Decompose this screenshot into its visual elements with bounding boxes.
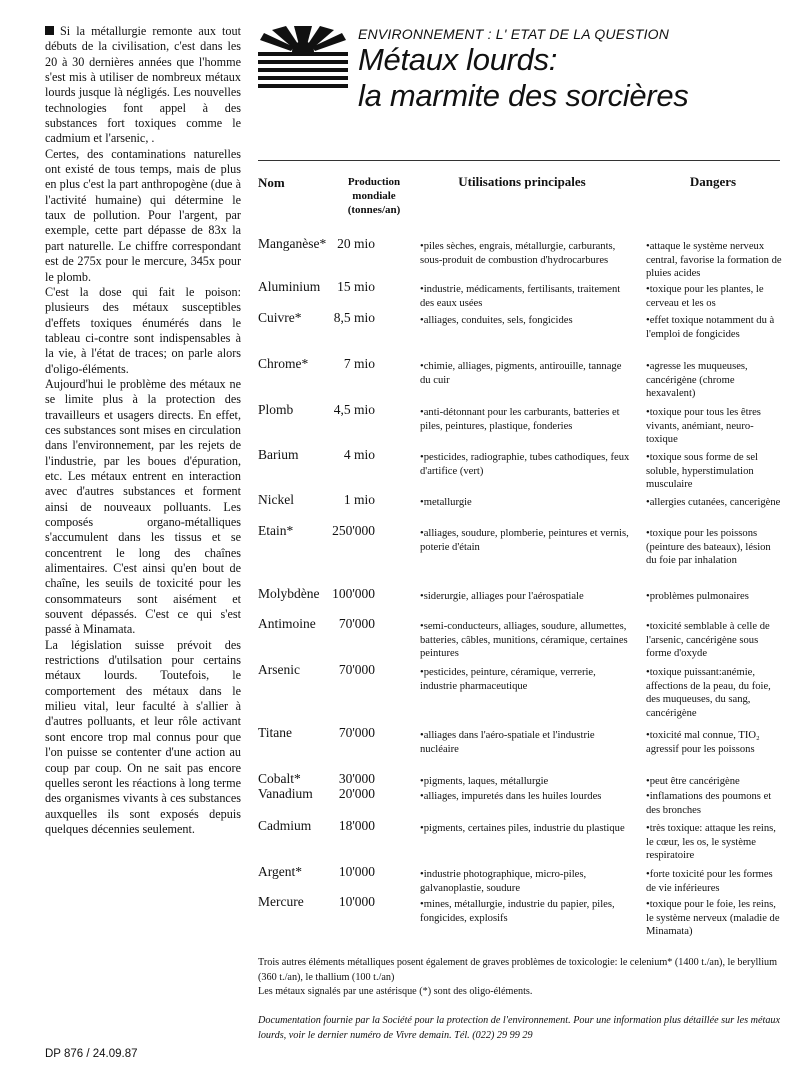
dangers-cell: •effet toxique notamment du à l'emploi de fongicides: [646, 315, 775, 340]
dangers-cell: •toxicité mal connue, TIO₂ agressif pour les poissons: [646, 730, 760, 755]
uses-cell: •anti-détonnant pour les carburants, batteries et piles, peintures, plastique, fonderies: [420, 407, 620, 432]
production-value: 4,5 mio: [333, 402, 375, 417]
metal-name: Chrome*: [258, 356, 309, 371]
column-header-nom: Nom: [258, 175, 285, 190]
uses-cell: •pesticides, peinture, céramique, verrerie, industrie pharmaceutique: [420, 667, 596, 692]
production-value: 30'000: [338, 771, 375, 786]
uses-cell: •alliages, conduites, sels, fongicides: [420, 315, 573, 326]
metal-name: Cobalt*: [258, 771, 301, 786]
uses-cell: •siderurgie, alliages pour l'aérospatiale: [420, 591, 584, 602]
production-value: 20'000: [338, 786, 375, 801]
dangers-cell: •toxique pour le foie, les reins, le système nerveux (maladie de Minamata): [646, 899, 780, 938]
uses-cell: •semi-conducteurs, alliages, soudure, allumettes, batteries, câbles, munitions, céramique, certaines peintures: [420, 621, 628, 660]
uses-cell: •industrie, médicaments, fertilisants, traitement des eaux usées: [420, 284, 621, 309]
dangers-cell: •allergies cutanées, cancerigène: [646, 497, 781, 508]
metal-name: Antimoine: [258, 616, 316, 631]
footer-issue-date: DP 876 / 24.09.87: [45, 1048, 138, 1060]
column-header-dangers: Dangers: [689, 174, 737, 189]
production-value: 15 mio: [337, 279, 375, 294]
production-value: 70'000: [338, 725, 375, 740]
metal-name: Arsenic: [258, 662, 300, 677]
dangers-cell: •toxicité semblable à celle de l'arsenic, cancérigène sous forme d'oxyde: [646, 621, 770, 660]
uses-cell: •pigments, laques, métallurgie: [420, 776, 549, 787]
metal-name: Aluminium: [258, 279, 321, 294]
metal-name: Vanadium: [258, 786, 313, 801]
metal-name: Molybdène: [258, 586, 320, 601]
note-other-elements: Trois autres éléments métalliques posent également de graves problèmes de toxicologie: le celenium* (1400 t./an), le beryllium (360 t./an), le thallium (100 t./an): [258, 957, 778, 983]
production-value: 70'000: [338, 662, 375, 677]
production-value: 8,5 mio: [333, 310, 375, 325]
metal-name: Titane: [258, 725, 293, 740]
uses-cell: •metallurgie: [420, 497, 472, 508]
metal-name: Plomb: [258, 402, 294, 417]
uses-cell: •piles sèches, engrais, métallurgie, carburants, sous-produit de combustion d'hydrocarbures: [420, 241, 616, 266]
dangers-cell: •toxique pour tous les êtres vivants, anémiant, neuro-toxique: [646, 407, 761, 446]
dangers-cell: •forte toxicité pour les formes de vie inférieures: [646, 869, 773, 894]
page-title-line-2: la marmite des sorcières: [358, 78, 689, 113]
production-value: 20 mio: [337, 236, 375, 251]
uses-cell: •chimie, alliages, pigments, antirouille, tannage du cuir: [420, 361, 622, 386]
metal-name: Cadmium: [258, 818, 312, 833]
metal-name: Cuivre*: [258, 310, 302, 325]
article-text-column: [45, 24, 241, 837]
dangers-cell: •peut être cancérigène: [646, 776, 740, 787]
metal-name: Etain*: [258, 523, 294, 538]
page-title: [358, 42, 688, 114]
dangers-cell: •toxique puissant:anémie, affections de la peau, du foie, des muqueuses, du sang, cancérigène: [646, 667, 771, 719]
metal-name: Argent*: [258, 864, 302, 879]
article-paragraph-2: Certes, des contaminations naturelles ont existé de tous temps, mais de plus en plus c'est la part anthropogène (due à l'activité humaine) qui détermine le taux de pollution. Pour l'argent, par exemple, cette part dépasse de 83x la part naturelle. Le chiffre correspondant est de 275x pour le mercure, 345x pour le plomb.: [45, 146, 241, 284]
article-paragraph-5: La législation suisse prévoit des restrictions d'utilsation pour certains métaux lourds. Toutefois, le comportement des métaux dans le milieu vital, leur faculté à s'allier à d'autres polluants, et leur rôle activant sont encore trop mal connus pour que l'on puisse se contenter d'une action au coup par coup. On ne sait pas encore quelles seront les réactions à long terme des organismes vivants à ces substances auxquelles ils sont exposés depuis quelques décennies seulement.: [45, 637, 241, 836]
article-paragraph-4: Aujourd'hui le problème des métaux ne se limite plus à la protection des travailleurs et usagers directs. En effet, ces substances sont mises en circulation dans l'environnement, par les rejets de l'industrie, par les boues d'épuration, etc. Les métaux entrent en interaction avec d'autres substances et forment ainsi de nouveaux polluants. Les composés organo-métalliques s'accumulent dans les tissus et se concentrent le long des chaînes alimentaires. C'est ainsi qu'en bout de chaîne, les seuils de toxicité pour les consommateurs sont aisément et souvent dépassés. C'est ce qui s'est passé à Minamata.: [45, 376, 241, 637]
column-header-production: [336, 175, 412, 217]
article-paragraph-1-text: Si la métallurgie remonte aux tout débuts de la civilisation, c'est dans les 20 à 30 dernières années que l'homme s'est mis à utiliser de nombreux métaux lourds jusque là négligés. Les nouvelles technologies font appel à des substances fort toxiques comme le cadmium et l'arsenic, .: [45, 24, 241, 146]
article-paragraph-1: [45, 24, 241, 147]
dangers-cell: •attaque le système nerveux central, favorise la formation de pluies acides: [646, 241, 782, 280]
uses-cell: •alliages, impuretés dans les huiles lourdes: [420, 791, 602, 802]
dangers-cell: •inflamations des poumons et des bronches: [646, 791, 772, 816]
uses-cell: •alliages dans l'aéro-spatiale et l'industrie nucléaire: [420, 730, 595, 755]
uses-cell: •pesticides, radiographie, tubes cathodiques, feux d'artifice (vert): [420, 452, 630, 477]
dangers-cell: •toxique pour les plantes, le cerveau et les os: [646, 284, 764, 309]
metal-name: Nickel: [258, 492, 294, 507]
dangers-cell: •très toxique: attaque les reins, le cœur, les os, le système respiratoire: [646, 823, 776, 862]
production-value: 4 mio: [343, 447, 375, 462]
uses-cell: •mines, métallurgie, industrie du papier, piles, fongicides, explosifs: [420, 899, 615, 924]
uses-cell: •industrie photographique, micro-piles, galvanoplastie, soudure: [420, 869, 587, 894]
dangers-cell: •toxique sous forme de sel soluble, hyperstimulation musculaire: [646, 452, 758, 491]
production-value: 7 mio: [343, 356, 375, 371]
uses-cell: •pigments, certaines piles, industrie du plastique: [420, 823, 625, 834]
metal-name: Barium: [258, 447, 299, 462]
dangers-cell: •problèmes pulmonaires: [646, 591, 749, 602]
note-oligo-elements: Les métaux signalés par une astérisque (*) sont des oligo-éléments.: [258, 986, 533, 997]
uses-cell: •alliages, soudure, plomberie, peintures et vernis, poterie d'étain: [420, 528, 629, 553]
table-notes: [258, 956, 782, 1000]
article-paragraph-3: C'est la dose qui fait le poison: plusieurs des métaux susceptibles d'effets toxiques énumérés dans le tableau ci-contre sont indispensables à la vie, à l'état de traces; on parle alors d'oligo-éléments.: [45, 284, 241, 376]
sun-logo-icon: [258, 26, 348, 88]
metal-name: Mercure: [258, 894, 304, 909]
page-title-line-1: Métaux lourds:: [358, 42, 558, 77]
production-value: 10'000: [338, 894, 375, 909]
column-header-production-line-1: Production: [347, 176, 401, 188]
production-value: 100'000: [332, 586, 375, 601]
column-header-production-line-3: (tonnes/an): [347, 204, 401, 216]
header-divider: [258, 160, 780, 161]
dangers-cell: •agresse les muqueuses, cancérigène (chrome hexavalent): [646, 361, 748, 400]
production-value: 10'000: [338, 864, 375, 879]
column-header-production-line-2: mondiale: [352, 190, 396, 202]
documentation-credit: Documentation fournie par la Société pour la protection de l'environnement. Pour une information plus détaillée sur les métaux lourds, voir le dernier numéro de Vivre demain. Tél. (022) 29 99 29: [258, 1015, 781, 1041]
section-kicker: ENVIRONNEMENT : L' ETAT DE LA QUESTION: [358, 26, 670, 42]
production-value: 70'000: [338, 616, 375, 631]
bullet-square-icon: [45, 26, 54, 35]
metal-name: Manganèse*: [258, 236, 327, 251]
dangers-cell: •toxique pour les poissons (peinture des bateaux), lésion du foie par inhalation: [646, 528, 771, 567]
column-header-utilisations: Utilisations principales: [458, 174, 586, 189]
production-value: 1 mio: [343, 492, 375, 507]
production-value: 250'000: [332, 523, 375, 538]
production-value: 18'000: [338, 818, 375, 833]
